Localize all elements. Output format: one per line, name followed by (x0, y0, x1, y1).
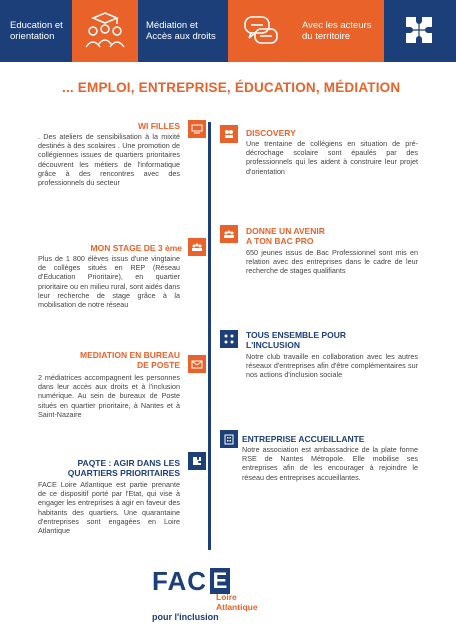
text-tous-ensemble: Notre club travaille en collaboration avec les autres réseaux d'entreprises afin d'être complémentaires sur nos actions d'inclusion sociale (246, 352, 418, 380)
speech-bubbles-icon (237, 7, 285, 55)
heading-tous-ensemble (246, 330, 346, 350)
banner-segment-mediation (138, 0, 228, 62)
heading-discovery: DISCOVERY (246, 128, 296, 138)
banner-label-line2: orientation (10, 31, 55, 42)
face-logo (152, 566, 302, 622)
timeline-line (208, 122, 211, 550)
heading-line1: DONNE UN AVENIR (246, 226, 325, 236)
heading-line1: PAQTE : AGIR DANS LES (77, 458, 180, 468)
logo-region (216, 592, 258, 612)
heading-line1: MEDIATION EN BUREAU (80, 350, 180, 360)
banner-segment-education (0, 0, 72, 62)
mail-icon (188, 355, 206, 373)
banner-segment-acteurs (294, 0, 384, 62)
logo-region-line2: Atlantique (216, 602, 258, 612)
people-icon (220, 125, 238, 143)
text-mon-stage: Plus de 1 800 élèves issus d'une vingtaine de collèges situés en REP (Réseau d'Education Prioritaire), en quartier prioritaire ou en milieu rural, sont aidés dans leur recherche de stage grâce à la mobilisation de notre réseau (38, 254, 180, 310)
building-icon (220, 430, 238, 448)
page-title: ... EMPLOI, ENTREPRISE, ÉDUCATION, MÉDIATION (62, 80, 401, 95)
banner-label-line1: Avec les acteurs (302, 20, 372, 31)
logo-wordmark: FAC (152, 566, 207, 596)
banner-label-education (10, 20, 63, 42)
banner-icon-segment-students (72, 0, 138, 62)
heading-entreprise-accueillante: ENTREPRISE ACCUEILLANTE (242, 434, 365, 444)
logo-region-line1: Loire (216, 592, 237, 602)
heading-donne-avenir (246, 226, 325, 246)
students-icon-small (188, 238, 206, 256)
text-entreprise-accueillante: Notre association est ambassadrice de la plate forme RSE de Nantes Métropole. Elle mobilise ses entreprises afin de les encourager à rejoindre le réseau des entreprises accueillantes. (242, 445, 418, 482)
heading-mon-stage: MON STAGE DE 3 ème (90, 243, 182, 253)
puzzle-icon-small (188, 452, 206, 470)
text-mediation-poste: 2 médiatrices accompagnent les personnes dans leur accès aux droits et à l'inclusion numérique. Au sein de bureaux de Poste situés en quartier prioritaire, à Nantes et à Saint-Nazaire (38, 373, 180, 419)
text-wi-filles: . Des ateliers de sensibilisation à la mixité destinés à des scolaires . Une promotion de collégiennes issues de quartiers prioritaires découvrent les métiers de l'informatique grâce à des rencontres avec des professionnels du secteur (38, 132, 180, 188)
computer-icon (188, 120, 206, 138)
banner-label-line2: du territoire (302, 31, 351, 42)
puzzle-icon (396, 7, 444, 55)
text-discovery: Une trentaine de collégiens en situation de pré-décrochage scolaire sont épaulés par des professionnels qui les aident à construire leur projet d'orientation (246, 139, 418, 176)
banner-label-line1: Médiation et (146, 20, 198, 31)
banner-icon-segment-speech (228, 0, 294, 62)
banner-label-mediation (146, 20, 216, 42)
banner-label-line1: Education et (10, 20, 63, 31)
logo-tagline: pour l'inclusion (152, 612, 219, 622)
heading-mediation-poste (40, 350, 180, 370)
top-banner (0, 0, 456, 62)
logo-e-letter: E (210, 568, 230, 594)
heading-paqte (40, 458, 180, 478)
network-icon (220, 330, 238, 348)
students-icon-small (220, 225, 238, 243)
heading-line1: TOUS ENSEMBLE POUR (246, 330, 346, 340)
text-paqte: FACE Loire Atlantique est partie prenante de ce dispositif porté par l'Etat, qui vise à engager les entreprises à agir en faveur des habitants des quartiers. Une quarantaine d'entreprises sont engagées en Loire Atlantique (38, 480, 180, 536)
heading-line2: QUARTIERS PRIORITAIRES (67, 468, 180, 478)
heading-line2: DE POSTE (137, 360, 180, 370)
text-donne-avenir: 650 jeunes issus de Bac Professionnel sont mis en relation avec des entreprises dans le cadre de leur recherche de stages qualifiants (246, 248, 418, 276)
heading-line2: A TON BAC PRO (246, 236, 314, 246)
heading-wi-filles: WI FILLES (137, 121, 180, 131)
banner-label-line2: Accès aux droits (146, 31, 216, 42)
banner-icon-segment-puzzle (384, 0, 456, 62)
banner-label-acteurs (302, 20, 372, 42)
heading-line2: L'INCLUSION (246, 340, 300, 350)
students-icon (81, 7, 129, 55)
